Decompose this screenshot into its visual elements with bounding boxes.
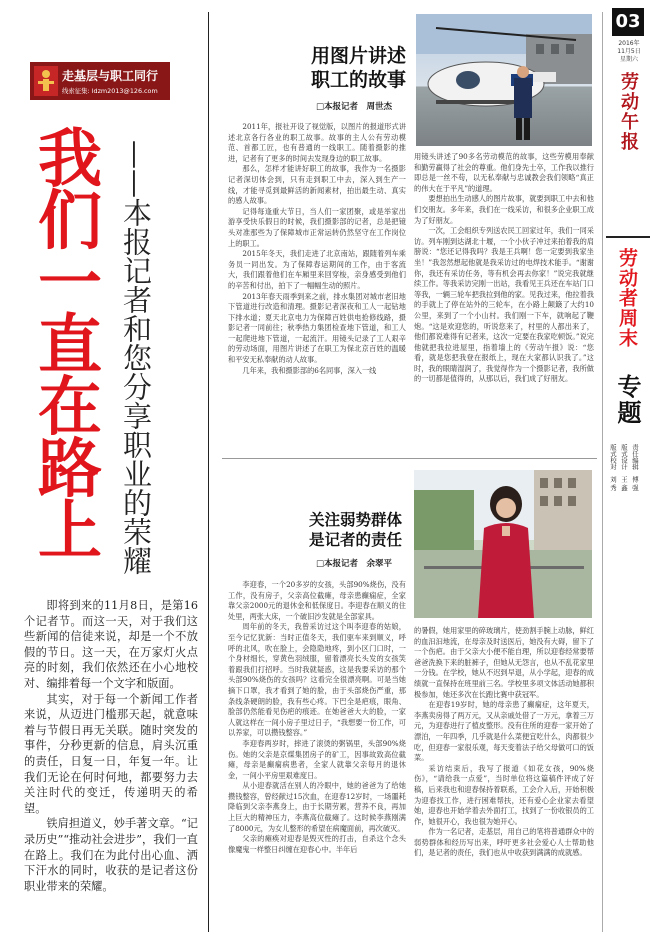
- article1-paragraph: 要想拍出生动感人的图片故事，就要到职工中去和他们交朋友。多年来，我们在一线采访，和很多企业职工成为了好朋友。: [414, 194, 594, 225]
- article1-byline: □本报记者 周世杰: [316, 102, 393, 112]
- main-headline: [38, 123, 118, 569]
- lead-paragraph: 其实，对于每一个新闻工作者来说，从迈进门槛那天起，就意味着与节假日再无关联。随时突发的事件，分秒更新的信息，肩头沉重的责任，日复一日，年复一年。让我们无论在何时何地，都要努力去关注时代的变迁，传递明天的希望。: [24, 692, 198, 815]
- article2-title-line2: 是记者的责任: [308, 531, 402, 549]
- article1-paragraph: 几年来，我和摄影部的6名同事，深入一线: [242, 365, 377, 375]
- article1-paragraph: 用镜头讲述了90多名劳动模范的故事，这些劳模用奉献和勤劳赢得了社会的尊重。他们身先士卒，工作我以推行即总是一丝不苟，以无私奉献与忠诚教会我们领略“真正的伟大在于平凡”的道理。: [414, 152, 594, 193]
- issue-date-weekday: 星期六: [619, 56, 638, 63]
- article1-paragraph: 一次，工会组织专列送农民工回家过年，我们一同采访。列车刚到达湖北十堰，一个小伙子冲过来拍着我的肩膀说：“您还记得我吗？我是王兵啊！您一定要到我家坐坐！”我忽然想起他就是我采访过的电焊技术能手。“谢谢你，我还有采访任务，等有机会再去你家！”说完我就继续工作。等我采访完刚一出站，我看见王兵还在车站门口等我，一辆三轮车把我拉到他的家。见我过来，他拉着我的手就上了停在站外的三轮车，在小路上颠簸了大约10公里，来到了一个小山村。我们刚一下车，就响起了鞭炮。“这是欢迎您的，听说您来了，村里的人都出来了，他们都说难得有记者来，这次一定要在我家吃顿饭。”说完他就把我拉进屋里，指着墙上的《劳动午报》说：“您看，就是您把我登在报纸上，现在大家都认识我了。”这时，我的眼睛湿润了，我觉得作为一个摄影记者，我所做的一切都是值得的，从那以后，我们成了好朋友。: [414, 226, 594, 384]
- headline-char: 直: [38, 309, 102, 383]
- article1-paragraph: 2013年春天雨季到来之前，排水集团对城市老旧地下管道进行改造和清理。摄影记者深夜和工人一起钻地下排水道；夏天北京电力为保障百姓供电抢修线路，摄影记者一同前往；秋季热力集团检查地下管道，和工人一起爬进地下管道，一起流汗。用镜头记录了工人艰辛的劳动场面，用图片讲述了在职工为保北京百姓的温暖和平安无私奉献的动人故事。: [228, 291, 406, 365]
- credits: [608, 444, 639, 510]
- article2-photo: [414, 470, 592, 618]
- credit-editor: 责任编辑 傅 强: [631, 444, 639, 491]
- article2-paragraph: 在迎春19岁时，她的母亲患了癫痫症，这年夏天，李燕卖房得了两万元，又从亲戚处借了一万元，拿着三万元，为迎春进行了植皮整形。没有住所的迎春一家开始了漂泊，一年四季，几乎就是什么菜便宜吃什么，肉都很少吃，但迎春一家很乐观，每天变着法子给父母做可口的饭菜。: [414, 700, 594, 763]
- article2-paragraph: 李迎春两岁时，摔进了滚烫的粥锅里，头部90%烧伤。她的父亲是京煤集团房子的矿工，因事故致高位截瘫，母亲是癫痫病患者，全家人就靠父亲每月的退休金，一间小平房里艰难度日。: [228, 738, 406, 780]
- article2-paragraph: 采访结束后，我写了报道《如花女孩，90%烧伤》，“请给我一点爱”，当时单位将这篇稿件评成了好稿，后来我也和迎春保持着联系，工会介入后，开始积极为迎春找工作，进行困难帮扶，还有爱心企业家去看望她，迎春也开始学着去外面打工，找到了一份收银员的工作，她很开心，我也很为她开心。: [414, 763, 594, 826]
- article2-paragraph: 作为一名记者，走基层，用自己的笔将普通群众中的弱势群体和经历写出来，呼吁更多社会爱心人士帮助他们，是记者的责任，我们也从中收获到满满的成就感。: [414, 827, 594, 858]
- issue-date: [610, 40, 648, 64]
- column-banner-email: 线索征集: ldzm2013@126.com: [62, 87, 158, 95]
- issue-date-year: 2016年: [618, 40, 640, 47]
- credit-proof: 版式校对 刘 秀: [609, 444, 617, 491]
- column-divider: [208, 12, 209, 932]
- article2-paragraph: 周年前的冬天，我曾采访过这个叫李迎春的姑娘，至今记忆犹新：当时正值冬天，我们驱车来到顺义，呼呼的北风，吹在脸上，会隐隐地疼，到小区门口时，一个身材细长，穿黄色羽绒服，留着漂亮长头发的女孩笑着跟我们打招呼。当时我就疑惑，这是我要采访的那个头部90%烧伤的女孩吗？这看完全很漂亮啊。可是当她摘下口罩，我才看到了她的脸，由于头部烧伤严重，那条线条硬朗的脸，我有些心疼。下巴全是疤痕，眼角、脸部仍然能看见伤疤的痕迹。在她爸爸大大的脸，一家人就这样在一间小房子里过日子，“我想要一份工作，可以养家，可以攒钱整容。”: [228, 622, 406, 738]
- credit-design: 版式设计 王 鑫: [620, 444, 628, 491]
- headline-char: 一: [38, 247, 102, 321]
- article1-photo: [416, 14, 592, 146]
- section-name: 劳动者周末: [616, 248, 638, 348]
- lead-paragraph: 铁肩担道义，妙手著文章。“记录历史”“推动社会进步”，我们一直在路上。我们在为此付出心血、洒下汗水的同时，收获的是记者这份职业带来的荣耀。: [24, 817, 198, 893]
- article1-paragraph: 那么，怎样才能讲好职工的故事，我作为一名摄影记者深切体会到，只有走到职工中去，深入到生产一线，才能寻觅到最鲜活的新闻素材，拍出最生动、真实的感人故事。: [228, 164, 406, 206]
- article2-byline: □本报记者 余翠平: [316, 559, 393, 569]
- article-divider: [222, 458, 597, 459]
- lead-text: [24, 598, 198, 898]
- article1-title: [276, 44, 406, 92]
- column-banner: [30, 62, 170, 100]
- article2-paragraph: 父亲的瘫痪对迎春是毁灭性的打击，自杀这个念头像魔鬼一样整日纠缠在迎春心中。半年后: [228, 834, 406, 854]
- page-number: 03: [612, 8, 644, 36]
- article2-title-line1: 关注弱势群体: [308, 511, 402, 529]
- article1-paragraph: 2011年，报社开设了视觉版，以图片的报道形式讲述北京各行各业的职工故事。故事的主人公有劳动模范、首都工匠，也有普通的一线职工。随着摄影的推进，记者有了更多的时间去发现身边的职工故事。: [228, 122, 406, 163]
- article2-paragraph: 从小迎春就活在别人的冷眼中，她的爸爸为了给她攒钱整容，曾经献过15次血，在迎春12岁时，一场噩耗降临到父亲李燕身上，由于长期劳累，营养不良，再加上巨大的精神压力，李燕高位截瘫了。这时候李燕刚满了8000元，为女儿整形的希望在病魔面前，再次破灭。: [228, 781, 406, 833]
- headline-char: 上: [38, 495, 102, 569]
- lead-paragraph: 即将到来的11月8日，是第16个记者节。而这一天，对于我们这些新闻的信徒来说，却是一个不放假的节日。这一天，在万家灯火点亮的时刻，我们依然还在小心地校对、编排着每一个文字和版面。: [24, 599, 198, 690]
- workers-logo-icon: [34, 66, 58, 96]
- column-banner-title: 走基层与职工同行: [62, 69, 159, 83]
- headline-char: 在: [38, 371, 102, 445]
- article2-column-2: [414, 626, 594, 932]
- article2-paragraph: 的暑假，她用家里的碎玻璃片，使劲割手腕上动脉，鲜红的血汩汩地流，在母亲及时送医后，她没有大碍，留下了一个伤疤。由于父亲大小便不能自理，所以迎春经常要帮爸爸洗换下来的脏裤子，但她从无怨言，也从不乱花家里一分钱。在学校，她从不迟到早退，从小学起，迎春的成绩就一直保持在班里前三名。学校里多项文体活动她都积极参加，她还多次在长跑比赛中获冠军。: [414, 626, 594, 699]
- article2-title: [262, 510, 402, 550]
- article2-column-1: [228, 580, 406, 932]
- article1-paragraph: 记得每逢重大节日，当人们一家团聚，或是举家出游享受快乐假日的时候，我们摄影部的记者，总是把镜头对准那些为了保障城市正常运转仍然坚守在工作岗位上的职工。: [228, 206, 406, 248]
- masthead: 劳动午报: [618, 72, 639, 152]
- section-rule: [606, 236, 650, 238]
- headline-char: 们: [38, 185, 102, 259]
- main-subtitle: ——本报记者和您分享职业的荣耀: [119, 140, 153, 575]
- article1-paragraph: 2015年冬天，我们走进了北京南站，跟随着列车乘务员一同出发。为了保障春运期间的工作，由于客流大，我们跟着他们在车厢里来回穿梭，亲身感受到他们的辛苦和付出，拍下了一幅幅生动的照片。: [228, 249, 406, 290]
- headline-char: 我: [38, 123, 102, 197]
- issue-date-day: 11月5日: [617, 48, 641, 55]
- article1-column-1: [228, 122, 406, 450]
- headline-char: 路: [38, 433, 102, 507]
- article2-paragraph: 李迎春，一个20多岁的女孩，头部90%烧伤，没有工作，没有房子，父亲高位截瘫，母亲患癫痫症，全家靠父亲2000元的退休金和低保度日。李迎春在顺义的住处里，两张大床，一个破旧沙发就是全部家具。: [228, 580, 406, 621]
- article1-title-line1: 用图片讲述: [310, 45, 406, 67]
- section-label: 专题: [613, 374, 642, 426]
- sidebar-divider: [602, 12, 603, 932]
- article1-title-line2: 职工的故事: [310, 69, 406, 91]
- article1-column-2: [414, 152, 594, 450]
